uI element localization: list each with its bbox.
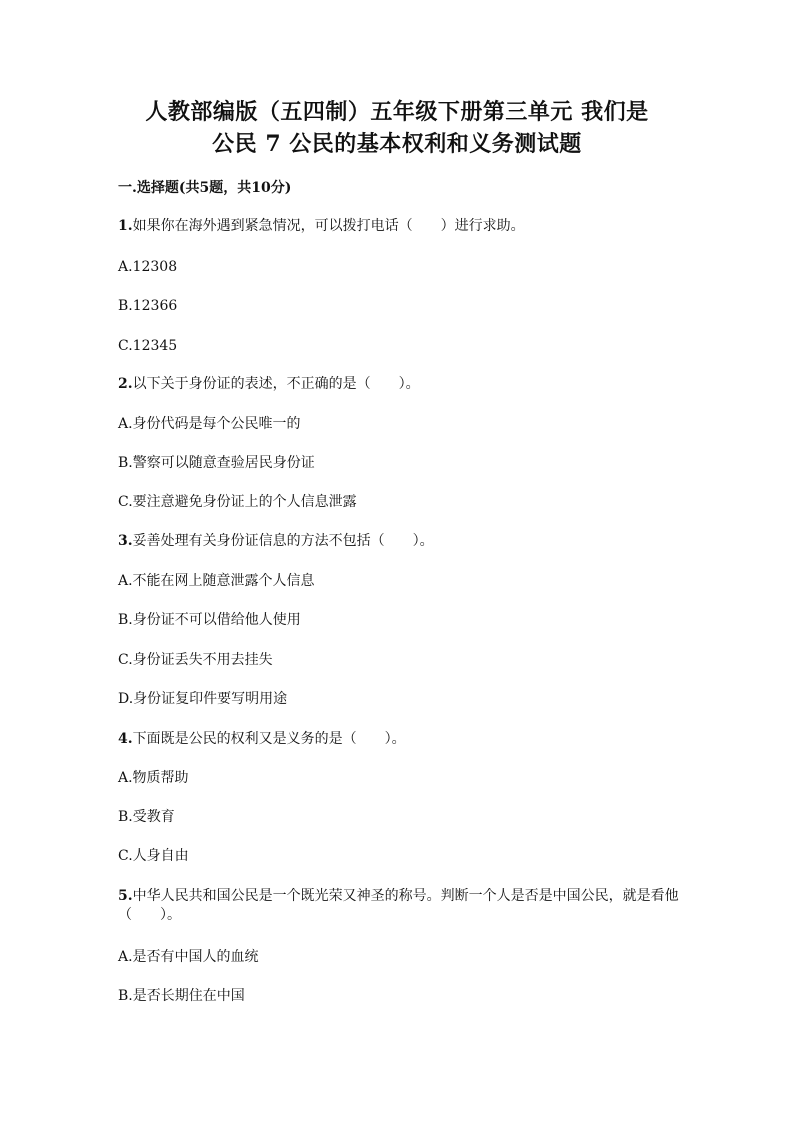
question-5 (118, 887, 680, 925)
option-5a: A.是否有中国人的血统 (118, 949, 259, 965)
question-text: 下面既是公民的权利又是义务的是（ ）。 (132, 731, 406, 747)
option-3c: C.身份证丢失不用去挂失 (118, 652, 273, 668)
question-3 (118, 532, 678, 551)
question-number: 5. (118, 888, 133, 904)
option-3a: A.不能在网上随意泄露个人信息 (118, 573, 315, 589)
question-number: 3. (118, 533, 133, 549)
question-number: 2. (118, 376, 133, 392)
option-1a: A.12308 (118, 259, 178, 275)
question-text: 妥善处理有关身份证信息的方法不包括（ ）。 (132, 533, 434, 549)
question-number: 1. (118, 218, 133, 234)
option-1c: C.12345 (118, 338, 178, 354)
question-text: 以下关于身份证的表述，不正确的是（ ）。 (132, 376, 420, 392)
question-number: 4. (118, 731, 133, 747)
option-3b: B.身份证不可以借给他人使用 (118, 612, 301, 628)
question-2 (118, 375, 678, 394)
option-4a: A.物质帮助 (118, 770, 189, 786)
option-4c: C.人身自由 (118, 848, 189, 864)
option-4b: B.受教育 (118, 809, 175, 825)
option-2b: B.警察可以随意查验居民身份证 (118, 455, 315, 471)
option-3d: D.身份证复印件要写明用途 (118, 691, 288, 707)
question-text: 如果你在海外遇到紧急情况，可以拨打电话（ ）进行求助。 (132, 218, 525, 234)
question-text: 中华人民共和国公民是一个既光荣又神圣的称号。判断一个人是否是中国公民，就是看他（ ）。 (118, 888, 679, 923)
section-heading: 一.选择题(共5题，共10分) (118, 180, 292, 196)
title-line-2: 公民 7 公民的基本权利和义务测试题 (212, 131, 582, 157)
question-1 (118, 217, 678, 236)
option-2a: A.身份代码是每个公民唯一的 (118, 416, 301, 432)
question-4 (118, 730, 678, 749)
option-2c: C.要注意避免身份证上的个人信息泄露 (118, 494, 357, 510)
title-line-1: 人教部编版（五四制）五年级下册第三单元 我们是 (145, 99, 649, 125)
option-5b: B.是否长期住在中国 (118, 988, 245, 1004)
option-1b: B.12366 (118, 298, 178, 314)
